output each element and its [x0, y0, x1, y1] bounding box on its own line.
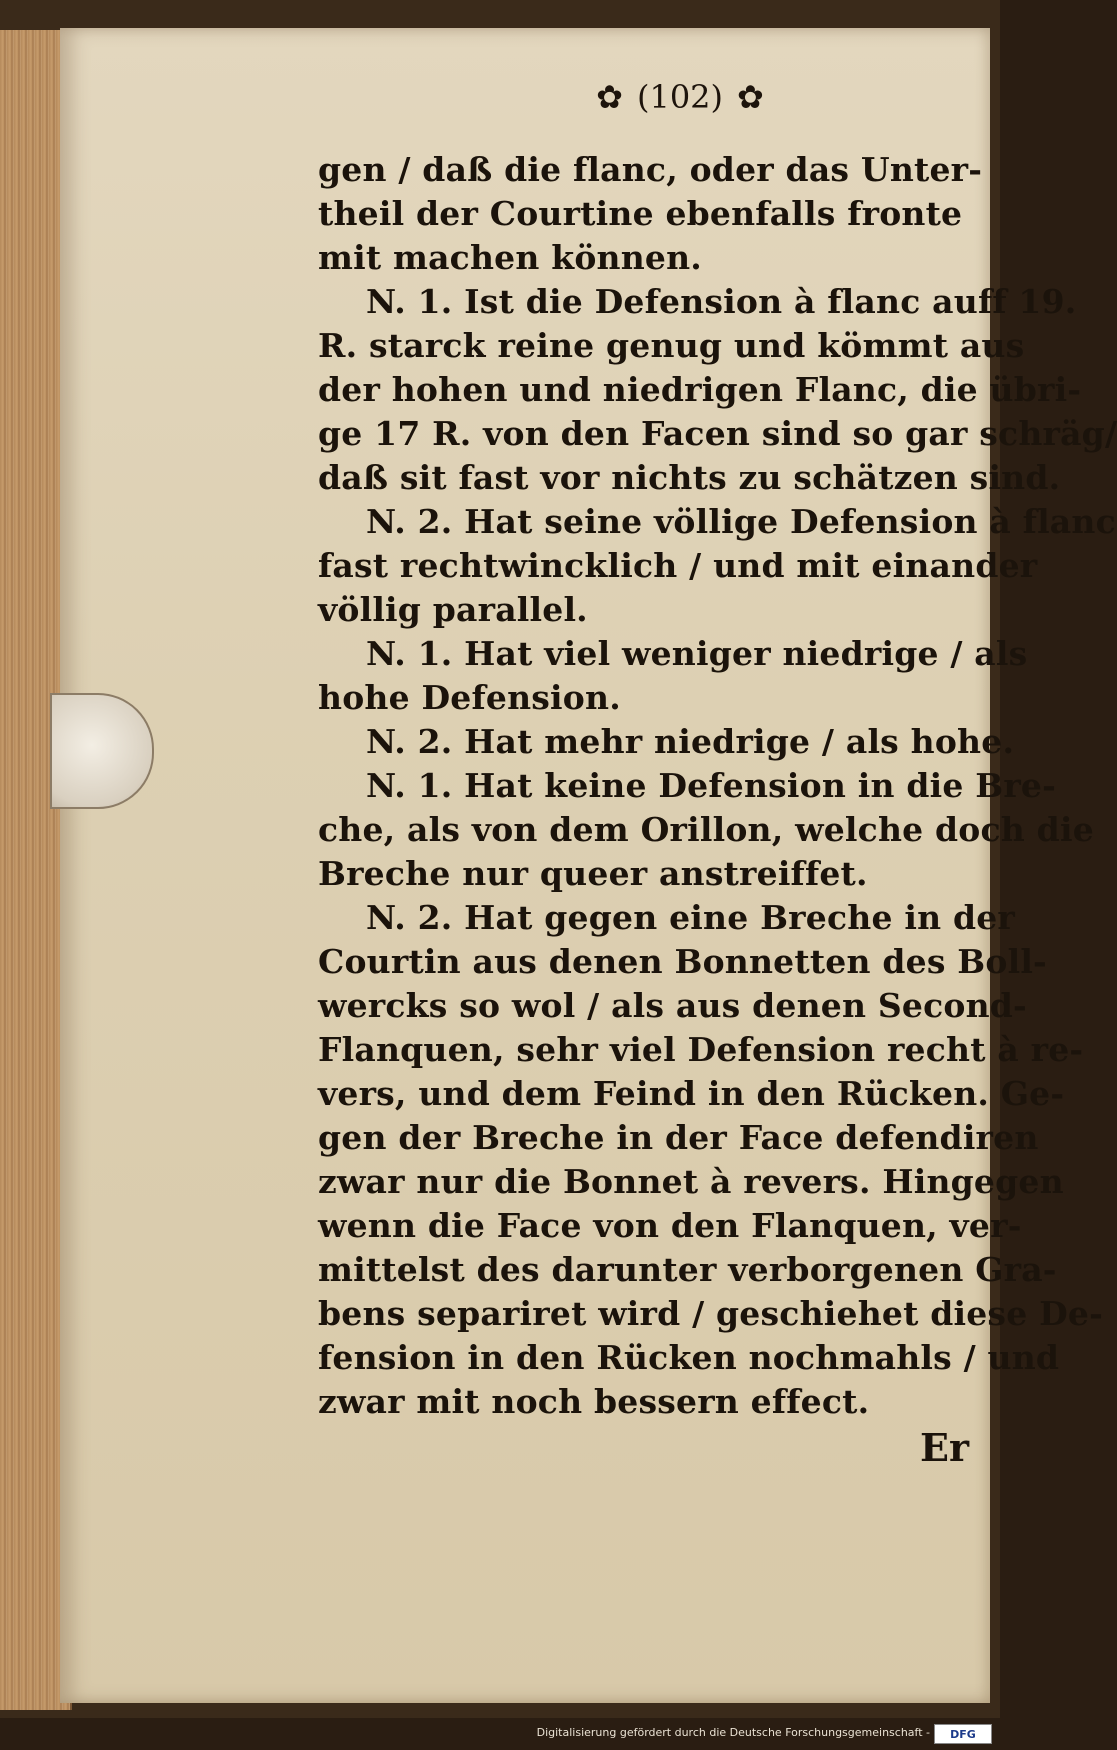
- text-line: Breche nur queer anstreiffet.: [318, 854, 868, 893]
- text-line: che, als von dem Orillon, welche doch die: [318, 810, 1094, 849]
- text-line: Courtin aus denen Bonnetten des Boll-: [318, 942, 1047, 981]
- text-line: fension in den Rücken nochmahls / und: [318, 1338, 1060, 1377]
- page-header: [560, 70, 800, 124]
- text-line: Flanquen, sehr viel Defension recht à re-: [318, 1030, 1084, 1069]
- catchword: Er: [920, 1425, 969, 1470]
- page-number: (102): [636, 78, 724, 116]
- text-line: R. starck reine genug und kömmt aus: [318, 326, 1025, 365]
- text-line: der hohen und niedrigen Flanc, die übri-: [318, 370, 1082, 409]
- text-line: N. 2. Hat gegen eine Breche in der: [366, 898, 1016, 937]
- text-line: zwar mit noch bessern effect.: [318, 1382, 870, 1421]
- body-text: [318, 150, 1117, 1426]
- text-line: N. 1. Ist die Defension à flanc auff 19.: [366, 282, 1077, 321]
- text-line: theil der Courtine ebenfalls fronte: [318, 194, 963, 233]
- footer-credit: Digitalisierung gefördert durch die Deutsche Forschungsgemeinschaft -: [536, 1726, 930, 1739]
- text-line: hohe Defension.: [318, 678, 621, 717]
- text-line: gen / daß die flanc, oder das Unter-: [318, 150, 983, 189]
- text-line: N. 2. Hat mehr niedrige / als hohe.: [366, 722, 1015, 761]
- ornament-left-icon: ✿: [596, 78, 623, 116]
- text-line: gen der Breche in der Face defendiren: [318, 1118, 1039, 1157]
- text-line: zwar nur die Bonnet à revers. Hingegen: [318, 1162, 1064, 1201]
- text-line: fast rechtwincklich / und mit einander: [318, 546, 1038, 585]
- text-line: N. 1. Hat keine Defension in die Bre-: [366, 766, 1057, 805]
- text-line: bens separiret wird / geschiehet diese De-: [318, 1294, 1103, 1333]
- text-line: völlig parallel.: [318, 590, 588, 629]
- page-tab-marker: [50, 693, 154, 809]
- digitization-footer: [0, 1718, 1000, 1750]
- dfg-logo: DFG: [934, 1724, 992, 1744]
- text-line: wercks so wol / als aus denen Second-: [318, 986, 1027, 1025]
- text-line: vers, und dem Feind in den Rücken. Ge-: [318, 1074, 1065, 1113]
- text-line: N. 2. Hat seine völlige Defension à flanc: [366, 502, 1116, 541]
- text-line: wenn die Face von den Flanquen, ver-: [318, 1206, 1022, 1245]
- text-line: N. 1. Hat viel weniger niedrige / als: [366, 634, 1028, 673]
- text-line: mit machen können.: [318, 238, 702, 277]
- ornament-right-icon: ✿: [737, 78, 764, 116]
- text-line: daß sit fast vor nichts zu schätzen sind.: [318, 458, 1061, 497]
- text-line: ge 17 R. von den Facen sind so gar schräg/: [318, 414, 1117, 453]
- text-line: mittelst des darunter verborgenen Gra-: [318, 1250, 1057, 1289]
